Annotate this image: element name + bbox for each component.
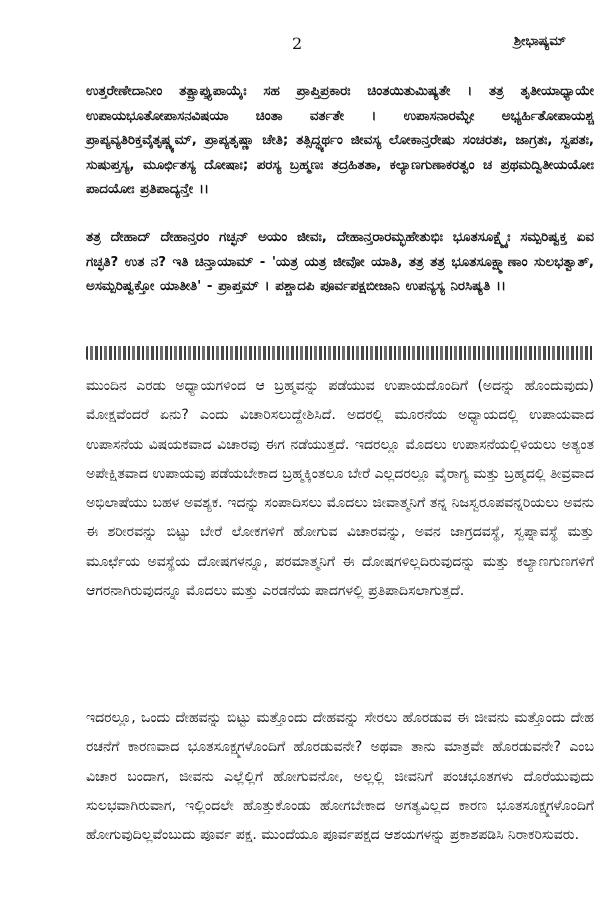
ornamental-divider <box>86 346 594 360</box>
running-title: ಶ್ರೀಭಾಷ್ಯಮ್ <box>513 34 566 49</box>
sanskrit-paragraph-2 <box>86 226 594 300</box>
page-number: 2 <box>292 34 303 53</box>
sanskrit-text-2: ತತ್ರ ದೇಹಾದ್ ದೇಹಾನ್ತರಂ ಗಚ್ಛನ್ ಅಯಂ ಜೀವಃ, ದೇಹಾನ್ತರಾರಮ್ಭಹೇತುಭಿಃ ಭೂತಸೂಕ್ಷ್ಮೈಃ ಸಮ್ಪರಿಷ್ವಕ್ತ ಏವ ಗಚ್ಛತಿ? ಉತ ನ? ಇತಿ ಚಿನ್ತಾಯಾಮ್ - 'ಯತ್ರ ಯತ್ರ ಜೀವೋ ಯಾತಿ, ತತ್ರ ತತ್ರ ಭೂತಸೂಕ್ಷ್ಮಾಣಾಂ ಸುಲಭತ್ವಾತ್, ಅಸಮ್ಪರಿಷ್ವಕ್ತೋ ಯಾತೀತಿ' - ಪ್ರಾಪ್ತಮ್ । ಪಶ್ಚಾದಪಿ ಪೂರ್ವಪಕ್ಷಬೀಜಾನಿ ಉಪನ್ಯಸ್ಯ ನಿರಸಿಷ್ಯತಿ ।। <box>86 230 594 294</box>
sanskrit-text-1: ಉತ್ತರೇಣೇದಾನೀಂ ತತ್ಪ್ರಾಪ್ತ್ಯುಪಾಯೈಃ ಸಹ ಪ್ರಾಪ್ತಿಪ್ರಕಾರಃ ಚಿಂತಯಿತುಮಿಷ್ಯತೇ । ತತ್ರ ತೃತೀಯಾಧ್ಯಾಯೇ ಉಪಾಯಭೂತೋಪಾಸನವಿಷಯಾ ಚಿಂತಾ ವರ್ತತೇ । ಉಪಾಸನಾರಮ್ಭೇ ಅಭ್ಯರ್ಹಿತೋಪಾಯಶ್ಚ ಪ್ರಾಪ್ಯವ್ಯತಿರಿಕ್ತವೈತೃಷ್ಣ್ಯಮ್, ಪ್ರಾಪ್ಯತೃಷ್ಣಾ ಚೇತಿ; ತತ್ಸಿದ್ಧ್ಯರ್ಥಂ ಜೀವಸ್ಯ ಲೋಕಾನ್ತರೇಷು ಸಂಚರತಃ, ಜಾಗ್ರತಃ, ಸ್ವಪತಃ, ಸುಷುಪ್ತಸ್ಯ, ಮೂರ್ಛಿತಸ್ಯ ದೋಷಾಃ; ಪರಸ್ಯ ಬ್ರಹ್ಮಣಃ ತದ್ರಹಿತತಾ, ಕಲ್ಯಾಣಗುಣಾಕರತ್ವಂ ಚ ಪ್ರಥಮದ್ವಿತೀಯಯೋಃ ಪಾದಯೋಃ ಪ್ರತಿಪಾದ್ಯನ್ತೇ ।। <box>86 84 594 197</box>
kannada-paragraph-2 <box>86 704 594 850</box>
kannada-paragraph-1 <box>86 372 594 606</box>
kannada-text-2: ಇದರಲ್ಲೂ, ಒಂದು ದೇಹವನ್ನು ಬಿಟ್ಟು ಮತ್ತೊಂದು ದೇಹವನ್ನು ಸೇರಲು ಹೊರಡುವ ಈ ಜೀವನು ಮತ್ತೊಂದು ದೇಹ ರಚನೆಗೆ ಕಾರಣವಾದ ಭೂತಸೂಕ್ಷ್ಮಗಳೊಂದಿಗೆ ಹೊರಡುವನೇ? ಅಥವಾ ತಾನು ಮಾತ್ರವೇ ಹೊರಡುವನೇ? ಎಂಬ ವಿಚಾರ ಬಂದಾಗ, ಜೀವನು ಎಲ್ಲೆಲ್ಲಿಗೆ ಹೋಗುವನೋ, ಅಲ್ಲಲ್ಲಿ ಜೀವನಿಗೆ ಪಂಚಭೂತಗಳು ದೊರೆಯುವುದು ಸುಲಭವಾಗಿರುವಾಗ, ಇಲ್ಲಿಂದಲೇ ಹೊತ್ತುಕೊಂಡು ಹೋಗಬೇಕಾದ ಅಗತ್ಯವಿಲ್ಲದ ಕಾರಣ ಭೂತಸೂಕ್ಷ್ಮಗಳೊಂದಿಗೆ ಹೋಗುವುದಿಲ್ಲವೆಂಬುದು ಪೂರ್ವ ಪಕ್ಷ. ಮುಂದೆಯೂ ಪೂರ್ವಪಕ್ಷದ ಆಶಯಗಳನ್ನು ಪ್ರಕಾಶಪಡಿಸಿ ನಿರಾಕರಿಸುವರು. <box>86 710 594 844</box>
kannada-text-1: ಮುಂದಿನ ಎರಡು ಅಧ್ಯಾಯಗಳಿಂದ ಆ ಬ್ರಹ್ಮವನ್ನು ಪಡೆಯುವ ಉಪಾಯದೊಂದಿಗೆ (ಅದನ್ನು ಹೊಂದುವುದು) ಮೋಕ್ಷವೆಂದರೆ ಏನು? ಎಂದು ವಿಚಾರಿಸಲುದ್ದೇಶಿಸಿದೆ. ಅದರಲ್ಲಿ ಮೂರನೆಯ ಅಧ್ಯಾಯದಲ್ಲಿ ಉಪಾಯವಾದ ಉಪಾಸನೆಯ ವಿಷಯಕವಾದ ವಿಚಾರವು ಈಗ ನಡೆಯುತ್ತದೆ. ಇದರಲ್ಲೂ ಮೊದಲು ಉಪಾಸನೆಯಲ್ಲಿಳಿಯಲು ಅತ್ಯಂತ ಅಪೇಕ್ಷಿತವಾದ ಉಪಾಯವು ಪಡೆಯಬೇಕಾದ ಬ್ರಹ್ಮಕ್ಕಿಂತಲೂ ಬೇರೆ ಎಲ್ಲದರಲ್ಲೂ ವೈರಾಗ್ಯ ಮತ್ತು ಬ್ರಹ್ಮದಲ್ಲಿ ತೀವ್ರವಾದ ಅಭಿಲಾಷೆಯು ಬಹಳ ಅವಶ್ಯಕ. ಇದನ್ನು ಸಂಪಾದಿಸಲು ಮೊದಲು ಜೀವಾತ್ಮನಿಗೆ ತನ್ನ ನಿಜಸ್ವರೂಪವನ್ನರಿಯಲು ಅವನು ಈ ಶರೀರವನ್ನು ಬಿಟ್ಟು ಬೇರೆ ಲೋಕಗಳಿಗೆ ಹೋಗುವ ವಿಚಾರವನ್ನು, ಅವನ ಜಾಗ್ರದವಸ್ಥೆ, ಸ್ವಪ್ನಾವಸ್ಥೆ ಮತ್ತು ಮೂರ್ಛೆಯ ಅವಸ್ಥೆಯ ದೋಷಗಳನ್ನೂ, ಪರಮಾತ್ಮನಿಗೆ ಈ ದೋಷಗಳಿಲ್ಲದಿರುವುದನ್ನು ಮತ್ತು ಕಲ್ಯಾಣಗುಣಗಳಿಗೆ ಆಗರನಾಗಿರುವುದನ್ನೂ ಮೊದಲು ಮತ್ತು ಎರಡನೆಯ ಪಾದಗಳಲ್ಲಿ ಪ್ರತಿಪಾದಿಸಲಾಗುತ್ತದೆ. <box>86 378 594 600</box>
sanskrit-paragraph-1 <box>86 80 594 203</box>
page-header <box>0 34 600 54</box>
